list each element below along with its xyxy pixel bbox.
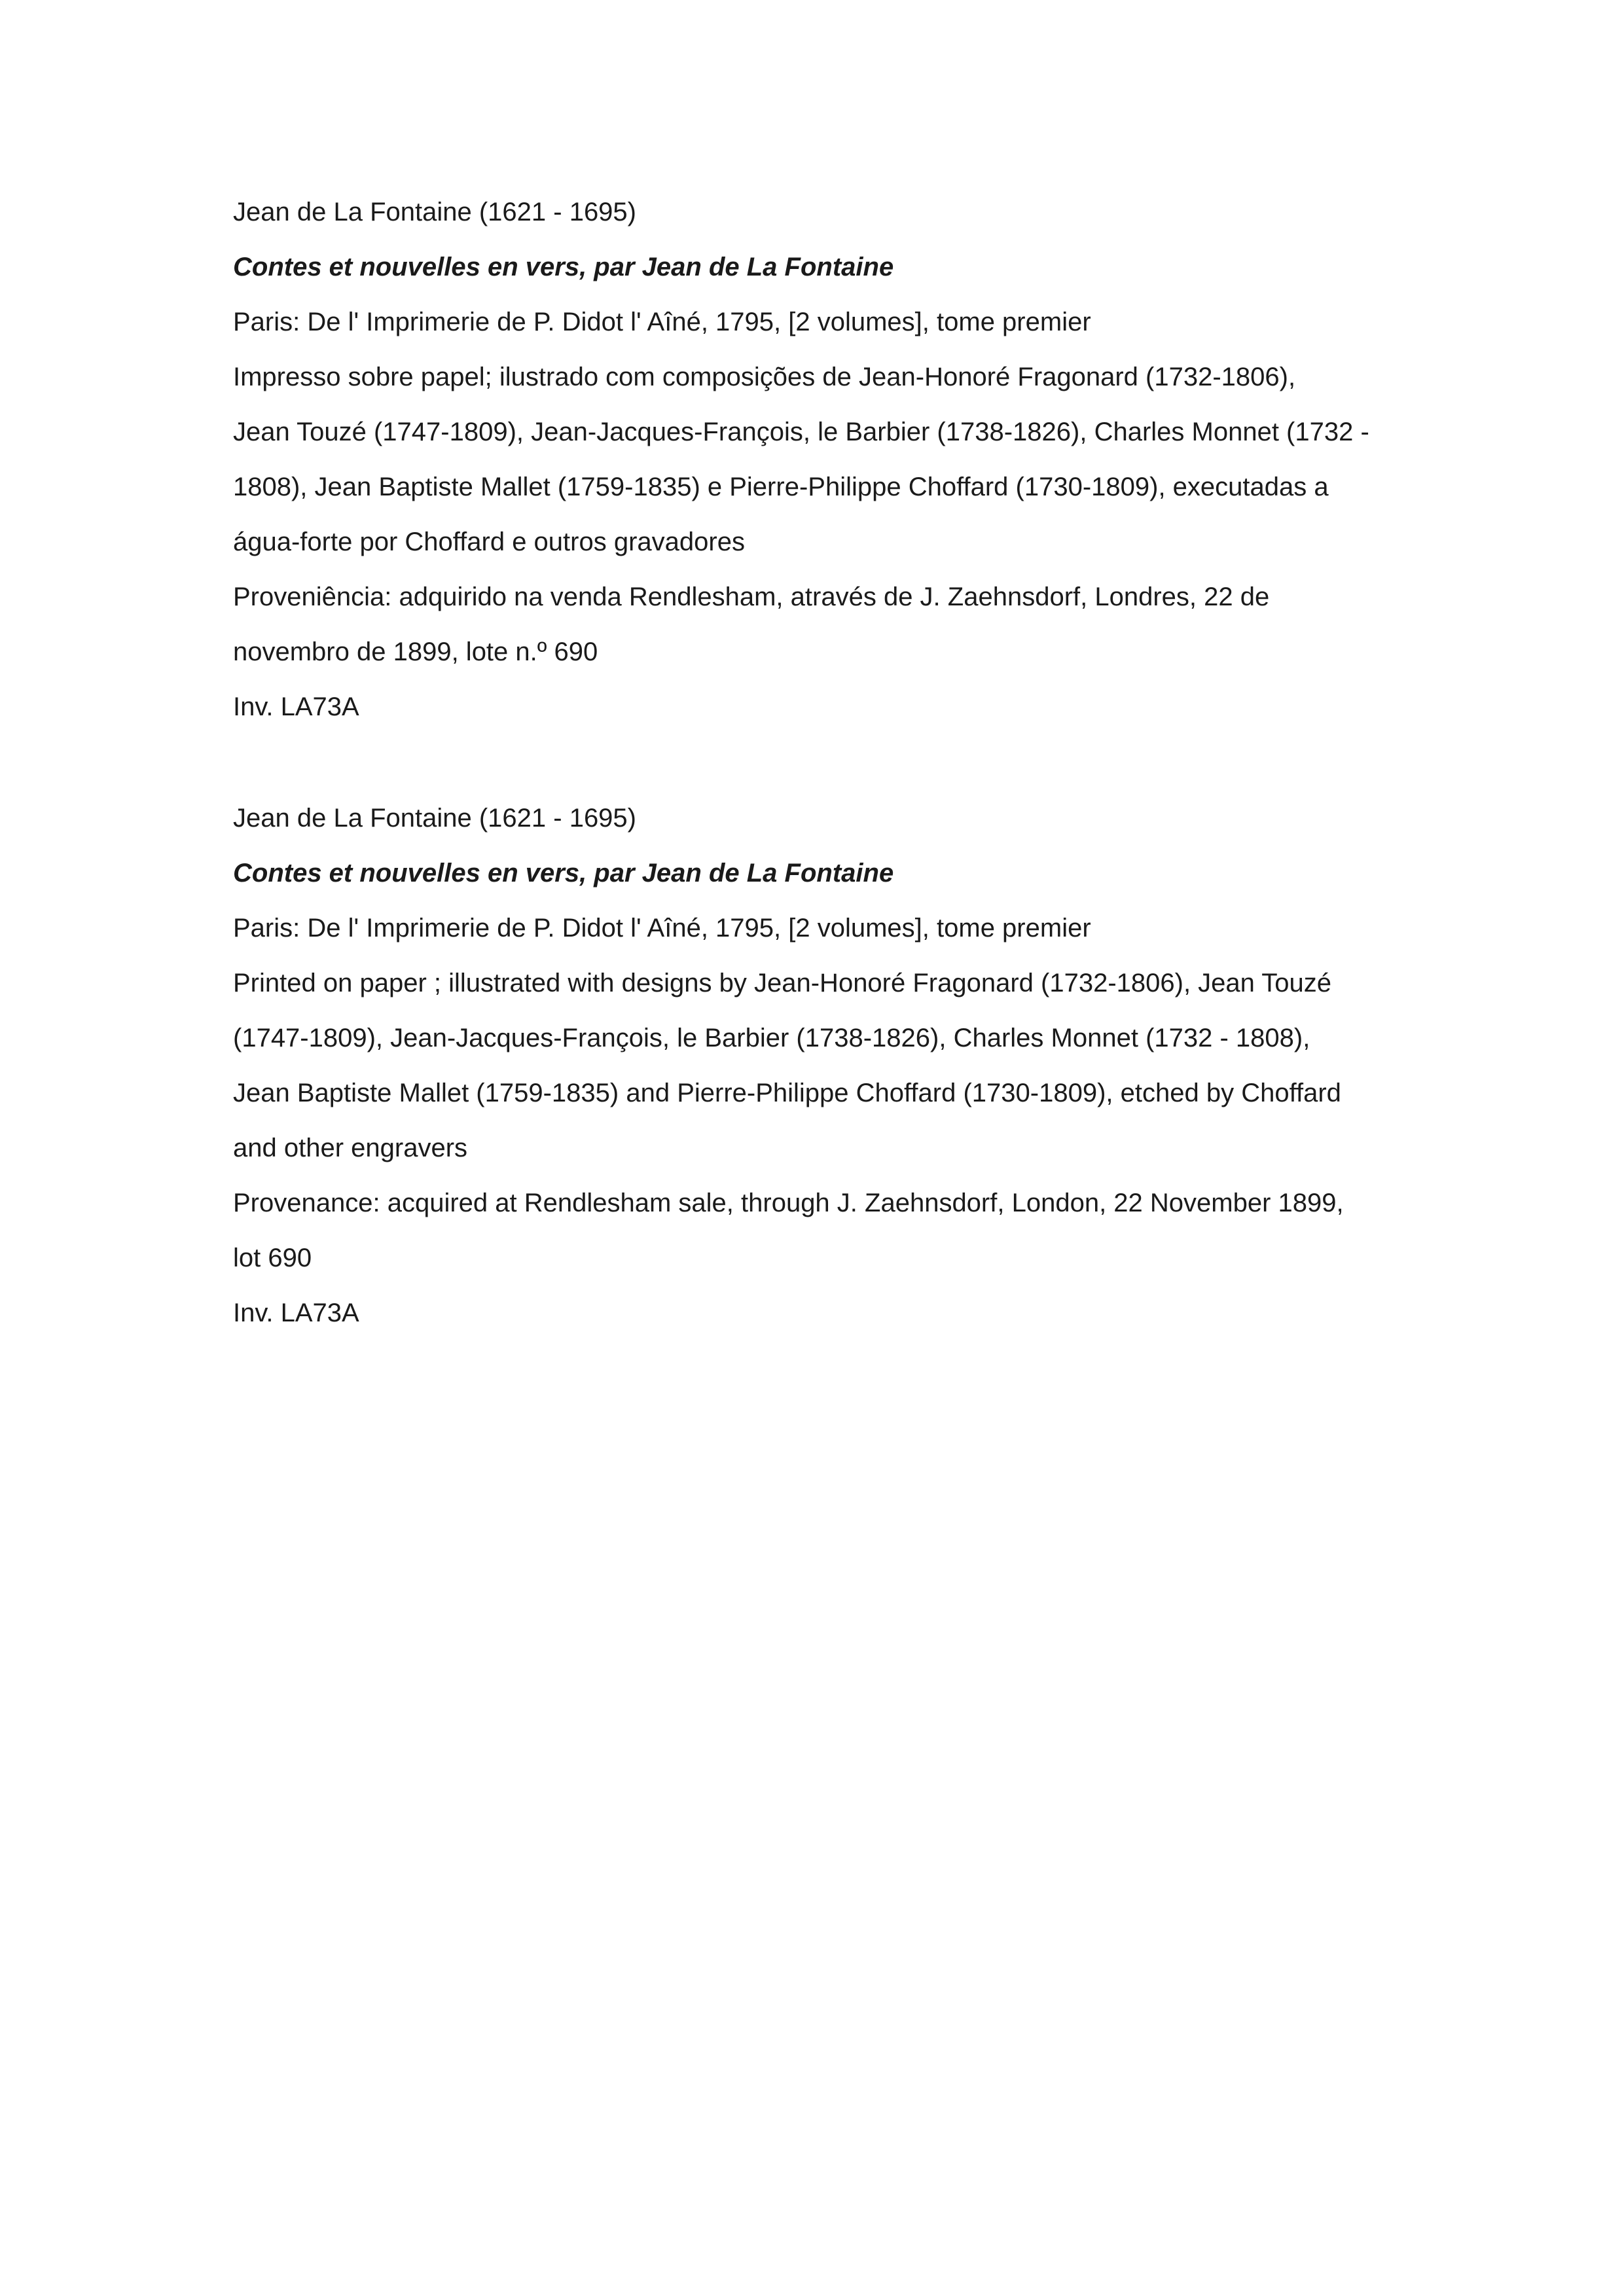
description-line: and other engravers xyxy=(233,1134,468,1162)
provenance-line: novembro de 1899, lote n.º 690 xyxy=(233,637,598,666)
description-line: Jean Touzé (1747-1809), Jean-Jacques-François, le Barbier (1738-1826), Charles Monnet (1732 - xyxy=(233,418,1369,446)
catalog-entry-english xyxy=(233,791,1411,1340)
imprint-line: Paris: De l' Imprimerie de P. Didot l' Aîné, 1795, [2 volumes], tome premier xyxy=(233,308,1091,336)
inventory-number: Inv. LA73A xyxy=(233,692,359,721)
author-line: Jean de La Fontaine (1621 - 1695) xyxy=(233,198,636,226)
imprint-line: Paris: De l' Imprimerie de P. Didot l' Aîné, 1795, [2 volumes], tome premier xyxy=(233,914,1091,942)
inventory-number: Inv. LA73A xyxy=(233,1299,359,1327)
provenance-line: Proveniência: adquirido na venda Rendlesham, através de J. Zaehnsdorf, Londres, 22 de xyxy=(233,583,1270,611)
description-line: 1808), Jean Baptiste Mallet (1759-1835) e Pierre-Philippe Choffard (1730-1809), executadas a xyxy=(233,473,1329,501)
description-line: Printed on paper ; illustrated with designs by Jean-Honoré Fragonard (1732-1806), Jean Touzé xyxy=(233,969,1332,997)
description-line: Jean Baptiste Mallet (1759-1835) and Pierre-Philippe Choffard (1730-1809), etched by Choffard xyxy=(233,1079,1341,1107)
author-line: Jean de La Fontaine (1621 - 1695) xyxy=(233,804,636,833)
book-title: Contes et nouvelles en vers, par Jean de La Fontaine xyxy=(233,253,894,281)
book-title: Contes et nouvelles en vers, par Jean de La Fontaine xyxy=(233,859,894,888)
description-line: (1747-1809), Jean-Jacques-François, le Barbier (1738-1826), Charles Monnet (1732 - 1808), xyxy=(233,1024,1310,1052)
description-line: água-forte por Choffard e outros gravadores xyxy=(233,528,745,556)
provenance-line: Provenance: acquired at Rendlesham sale, through J. Zaehnsdorf, London, 22 November 1899, xyxy=(233,1189,1344,1217)
description-line: Impresso sobre papel; ilustrado com composições de Jean-Honoré Fragonard (1732-1806), xyxy=(233,363,1296,391)
catalog-entry-portuguese xyxy=(233,185,1411,734)
provenance-line: lot 690 xyxy=(233,1244,312,1272)
